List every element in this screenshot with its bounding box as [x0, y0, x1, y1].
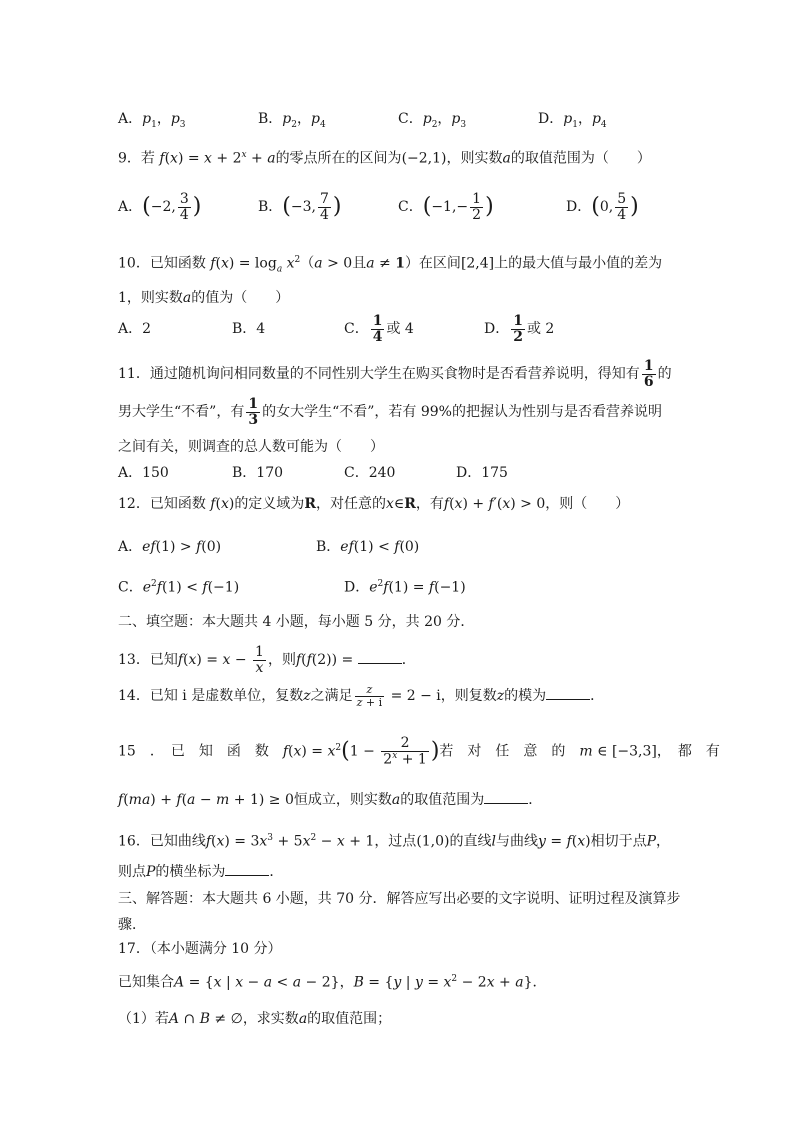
q9-option-c: C．(−1,− $\frac{1}{2}$ ) [398, 191, 494, 223]
q11-option-d: D．175 [456, 465, 508, 481]
q12-option-b: B．ef(1) < f(0) [316, 539, 420, 555]
question-12: 12．已知函数 f(x)的定义域为R，对任意的x∈R，有f(x) + f′(x) > 0，则（ ） [118, 496, 630, 512]
q10-option-a: A．2 [118, 321, 152, 337]
question-11-line2: 男大学生“不看”，有 $\frac{1}{3}$ 的女大学生“不看”，若有 99%的把握认为性别与是否看营养说明 [118, 396, 662, 428]
q11-option-a: A．150 [118, 465, 169, 481]
question-16-line2: 则点P的横坐标为 ． [118, 864, 284, 880]
question-17: 已知集合A = {x | x − a < a − 2}，B = {y | $y = x^2 - 2x + a$}． [118, 974, 547, 991]
question-11: 11．通过随机询问相同数量的不同性别大学生在购买食物时是否看营养说明，得知有 $\frac{1}{6}$ 的 [118, 358, 672, 390]
question-9: 9．若 $f(x) = x + 2^x + a$的零点所在的区间为(−2,1)，则实数a的取值范围为（ ） [118, 150, 651, 167]
question-15: 15 ． 已 知 函 数 $f(x) = x^2(1$ − $\frac{2}{2^x + 1}$ )若 对 任 意 的 m ∈ [−3,3]， 都 有 [118, 735, 720, 768]
q8-option-c: C．$p_2$，$p_3$ [398, 111, 467, 130]
question-16: 16．已知曲线$f(x) = 3x^3 + 5x^2 - x + 1$，过点(1,0)的直线l与曲线y = f(x)相切于点P， [118, 833, 671, 850]
question-10: 10．已知函数 $f(x) = \log_a x^2(a > 0$且a ≠ 1）在区间[2,4]上的最大值与最小值的差为 [118, 255, 663, 275]
question-14: 14．已知 i 是虚数单位，复数z之满足 $\frac{z}{z + i}$ = 2 − i，则复数z的模为 ． [118, 683, 605, 709]
q11-option-c: C．240 [344, 465, 396, 481]
q10-option-d: D． $\frac{1}{2}$ 或 2 [484, 313, 555, 345]
q11-option-b: B．170 [232, 465, 284, 481]
question-17-part-1: （1）若A ∩ B ≠ ∅，求实数a的取值范围； [118, 1011, 392, 1027]
section-3-heading-line2: 骤． [118, 917, 146, 933]
question-17-heading: 17．（本小题满分 10 分） [118, 941, 282, 957]
q8-option-b: B．$p_2$，$p_4$ [258, 111, 326, 130]
q12-option-a: A．ef(1) > f(0) [118, 539, 222, 555]
q9-option-a: A．(−2, $\frac{3}{4}$ ) [118, 191, 202, 223]
section-3-heading: 三、解答题：本大题共 6 小题，共 70 分．解答应写出必要的文字说明、证明过程及演算步 [118, 891, 681, 907]
question-13: 13．已知f(x) = x − $\frac{1}{x}$ ，则f(f(2)) = ． [118, 644, 416, 676]
q8-option-a: A．$p_1$，$p_3$ [118, 111, 186, 130]
q10-option-c: C． $\frac{1}{4}$ 或 4 [344, 313, 414, 345]
question-10-line2: 1，则实数a的值为（ ） [118, 290, 290, 306]
q9-option-d: D．(0, $\frac{5}{4}$ ) [566, 191, 639, 223]
q8-option-d: D．$p_1$，$p_4$ [538, 111, 607, 130]
q10-option-b: B．4 [232, 321, 266, 337]
question-15-line2: f(ma) + f(a − m + 1) ≥ 0恒成立，则实数a的取值范围为 ． [118, 792, 543, 808]
q12-option-d: D．$e^2f(1) = f(-1)$ [344, 579, 466, 596]
section-2-heading: 二、填空题：本大题共 4 小题，每小题 5 分，共 20 分． [118, 614, 475, 630]
question-11-line3: 之间有关，则调查的总人数可能为（ ） [118, 439, 384, 455]
q9-option-b: B．(−3, $\frac{7}{4}$ ) [258, 191, 342, 223]
q12-option-c: C．$e^2f(1) < f(-1)$ [118, 579, 240, 596]
